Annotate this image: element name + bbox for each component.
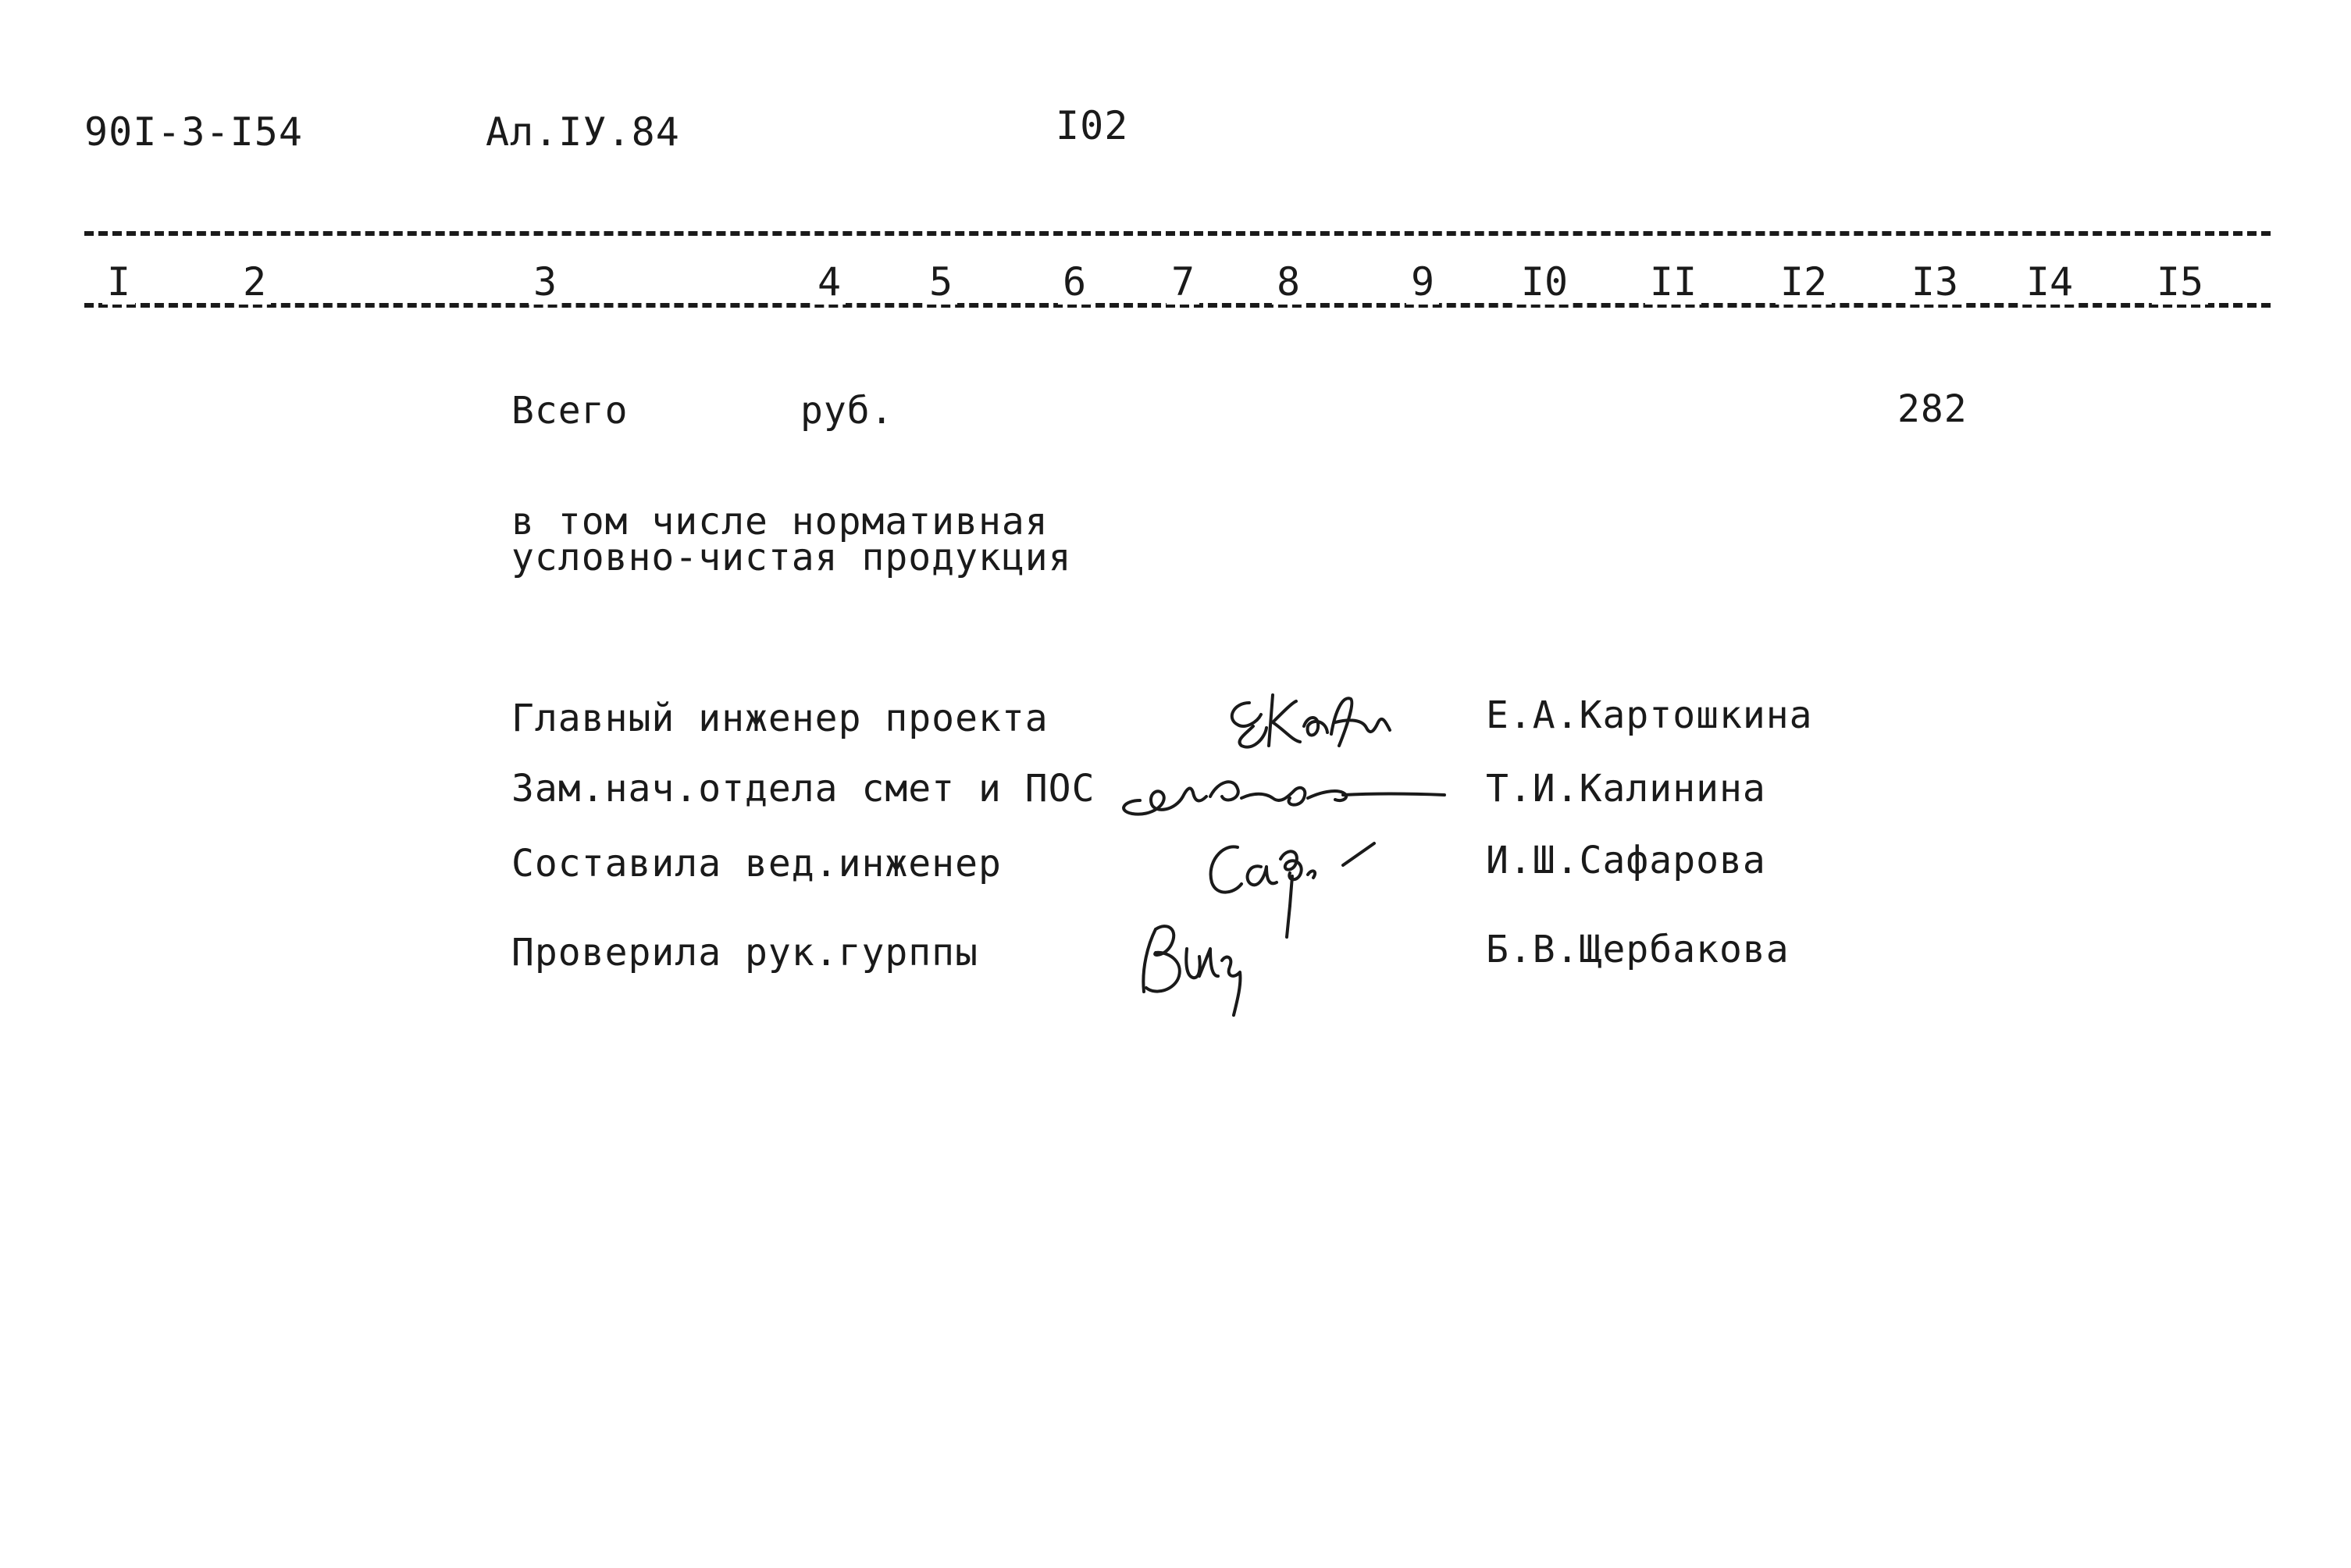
column-number: 3 — [529, 259, 561, 305]
signer-role: Составила вед.инженер — [511, 842, 1002, 886]
column-number: 4 — [813, 259, 846, 305]
column-number: I0 — [1516, 259, 1573, 305]
total-value: 282 — [1897, 387, 1968, 431]
column-number: 5 — [924, 259, 957, 305]
signer-name: И.Ш.Сафарова — [1486, 839, 1766, 882]
column-number: I5 — [2152, 259, 2208, 305]
column-number: 6 — [1058, 259, 1091, 305]
album-number: Ал.IУ.84 — [486, 109, 680, 155]
column-number: 2 — [238, 259, 271, 305]
signer-role: Зам.нач.отдела смет и ПОС — [511, 767, 1095, 811]
note-line-1: в том числе нормативная — [511, 500, 1049, 543]
column-number: 9 — [1406, 259, 1439, 305]
top-dashed-rule — [84, 231, 2271, 236]
signer-name: Е.А.Картошкина — [1486, 693, 1813, 737]
signer-name: Т.И.Калинина — [1486, 767, 1766, 811]
total-label: Всего — [511, 389, 629, 433]
column-number: II — [1645, 259, 1701, 305]
note-line-2: условно-чистая продукция — [511, 536, 1072, 579]
total-unit: руб. — [800, 389, 894, 433]
column-number: I4 — [2022, 259, 2078, 305]
signature-kalinina — [1109, 750, 1452, 828]
column-number: 7 — [1167, 259, 1199, 305]
column-number: I2 — [1776, 259, 1832, 305]
page-number: I02 — [1056, 103, 1129, 148]
column-number: I3 — [1907, 259, 1963, 305]
column-number: 8 — [1272, 259, 1305, 305]
signer-role: Главный инженер проекта — [511, 697, 1049, 740]
document-code: 90I-3-I54 — [84, 109, 303, 155]
signer-name: Б.В.Щербакова — [1486, 928, 1790, 971]
signer-role: Проверила рук.гурппы — [511, 931, 978, 975]
column-number: I — [102, 259, 135, 305]
signature-shcherbakova — [1124, 914, 1281, 1031]
